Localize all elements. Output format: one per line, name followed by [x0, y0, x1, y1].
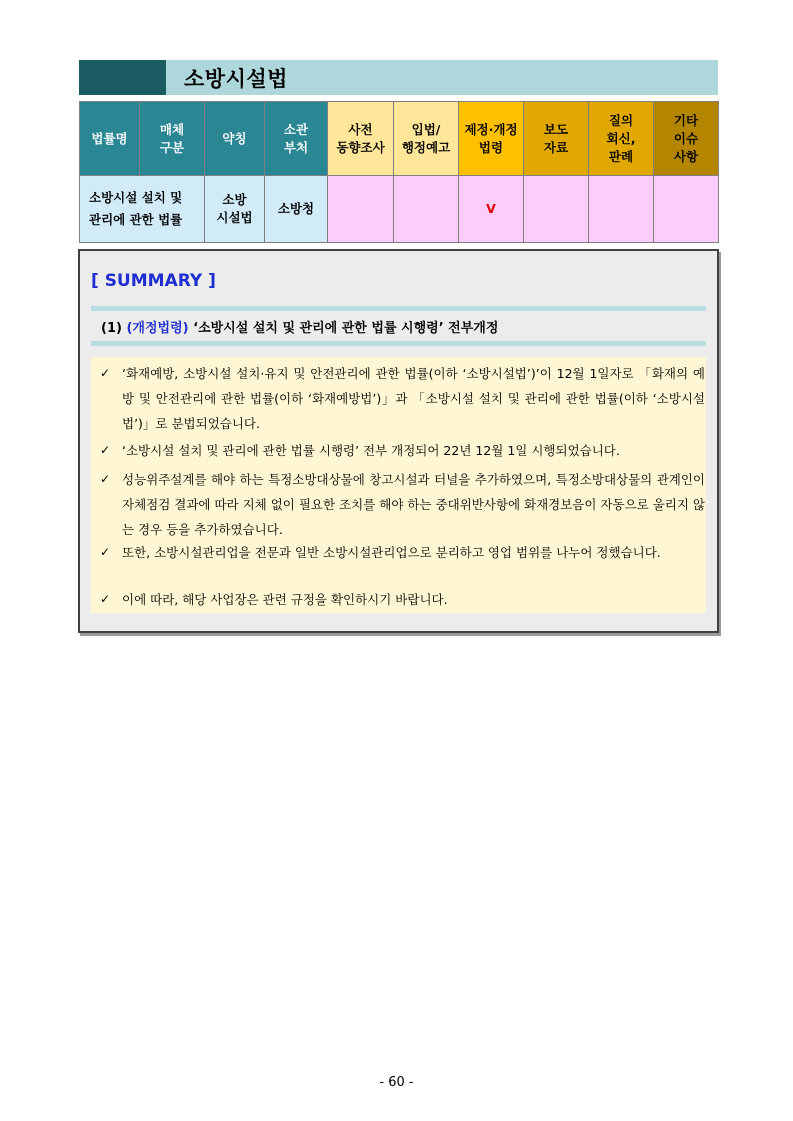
- check-mark: V: [486, 201, 496, 216]
- divider: [91, 306, 706, 311]
- header-enactment-amendment: 제정·개정 법령: [459, 102, 524, 176]
- checkmark-icon: ✓: [100, 443, 111, 457]
- header-ministry: 소관 부처: [265, 102, 328, 176]
- list-item-text: 또한, 소방시설관리업을 전문과 일반 소방시설관리업으로 분리하고 영업 범위를 나누어 정했습니다.: [122, 545, 661, 560]
- pre-survey-cell: [328, 176, 394, 243]
- checkmark-icon: ✓: [100, 366, 111, 380]
- summary-title: [ SUMMARY ]: [91, 271, 216, 291]
- enactment-amendment-cell: [459, 176, 524, 243]
- checkmark-icon: ✓: [100, 472, 111, 486]
- list-item: [100, 540, 705, 565]
- abbreviation-cell: 소방 시설법: [205, 176, 265, 243]
- press-release-cell: [524, 176, 589, 243]
- table-row: [80, 176, 719, 243]
- list-item: [100, 587, 705, 612]
- bullet-list: [91, 357, 706, 613]
- list-item: [100, 438, 705, 463]
- item-title: ‘소방시설 설치 및 관리에 관한 법률 시행령’ 전부개정: [193, 321, 499, 336]
- list-item: [100, 361, 705, 436]
- header-legislative-notice: 입법/ 행정예고: [394, 102, 459, 176]
- header-abbreviation: 약칭: [205, 102, 265, 176]
- header-inquiry-precedent: 질의 회신, 판례: [589, 102, 654, 176]
- list-item-text: 성능위주설계를 해야 하는 특정소방대상물에 창고시설과 터널을 추가하였으며, 특정소방대상물의 관계인이 자체점검 결과에 따라 지체 없이 필요한 조치를 해야 하는 중대위반사항에 화재경보음이 자동으로 울리지 않는 경우 등을 추가하였습니다.: [122, 472, 705, 537]
- item-category: (개정법령): [126, 321, 189, 336]
- list-item-text: ‘소방시설 설치 및 관리에 관한 법률 시행령’ 전부 개정되어 22년 12월 1일 시행되었습니다.: [122, 443, 620, 458]
- header-other-issues: 기타 이슈 사항: [654, 102, 719, 176]
- section-title-bar: [79, 60, 718, 95]
- title-accent-block: [79, 60, 166, 95]
- legislative-notice-cell: [394, 176, 459, 243]
- list-item-text: ‘화재예방, 소방시설 설치·유지 및 안전관리에 관한 법률(이하 ‘소방시설법’)’이 12월 1일자로 「화재의 예방 및 안전관리에 관한 법률(이하 ‘화재예방법’)」과 「소방시설 설치 및 관리에 관한 법률(이하 ‘소방시설법’)」로 분법되었습니다.: [122, 366, 705, 431]
- summary-box: [78, 249, 719, 633]
- law-status-table: [79, 101, 719, 243]
- other-issues-cell: [654, 176, 719, 243]
- checkmark-icon: ✓: [100, 545, 111, 559]
- inquiry-precedent-cell: [589, 176, 654, 243]
- list-item: [100, 467, 705, 542]
- law-name-cell: 소방시설 설치 및 관리에 관한 법률: [80, 176, 205, 243]
- header-pre-survey: 사전 동향조사: [328, 102, 394, 176]
- ministry-cell: 소방청: [265, 176, 328, 243]
- header-media-type: 매체 구분: [140, 102, 205, 176]
- item-number: (1): [101, 321, 122, 336]
- header-press-release: 보도 자료: [524, 102, 589, 176]
- checkmark-icon: ✓: [100, 592, 111, 606]
- table-header-row: [80, 102, 719, 176]
- header-law-name: 법률명: [80, 102, 140, 176]
- list-item-text: 이에 따라, 해당 사업장은 관련 규정을 확인하시기 바랍니다.: [122, 592, 448, 607]
- page-number: - 60 -: [379, 1075, 414, 1090]
- summary-item-heading: [101, 317, 498, 336]
- divider: [91, 341, 706, 346]
- section-title: 소방시설법: [184, 66, 288, 91]
